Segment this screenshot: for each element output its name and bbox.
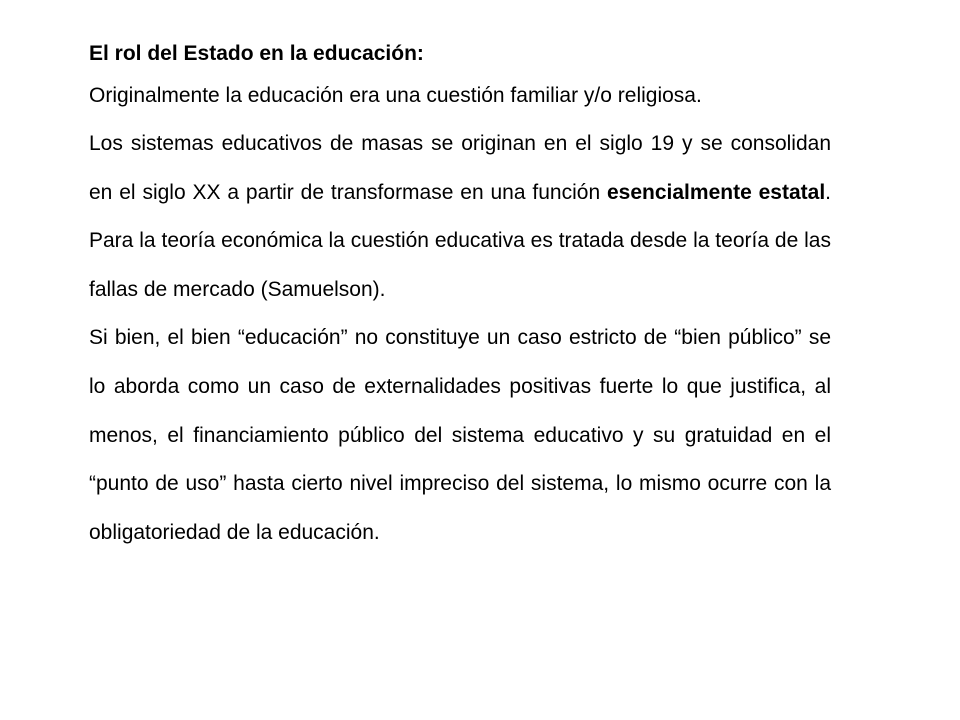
- slide-content: [89, 32, 831, 557]
- public-good-paragraph: Si bien, el bien “educación” no constituye un caso estricto de “bien público” se lo aborda como un caso de externalidades positivas fuerte lo que justifica, al menos, el financiamiento público del sistema educativo y su gratuidad en el “punto de uso” hasta cierto nivel impreciso del sistema, lo mismo ocurre con la obligatoriedad de la educación.: [89, 326, 831, 544]
- emphasized-term: esencialmente estatal: [607, 180, 826, 204]
- paragraph-text: . Para la teoría económica la cuestión educativa es tratada desde la teoría de las fallas de mercado (Samuelson).: [89, 180, 831, 301]
- mass-education-paragraph: [89, 120, 831, 314]
- intro-paragraph: Originalmente la educación era una cuestión familiar y/o religiosa.: [89, 84, 702, 107]
- paragraph-text: Los sistemas educativos de masas se originan en el siglo 19 y se consolidan en el siglo XX a partir de transformase en una función: [89, 132, 831, 204]
- slide-title: El rol del Estado en la educación:: [89, 42, 424, 65]
